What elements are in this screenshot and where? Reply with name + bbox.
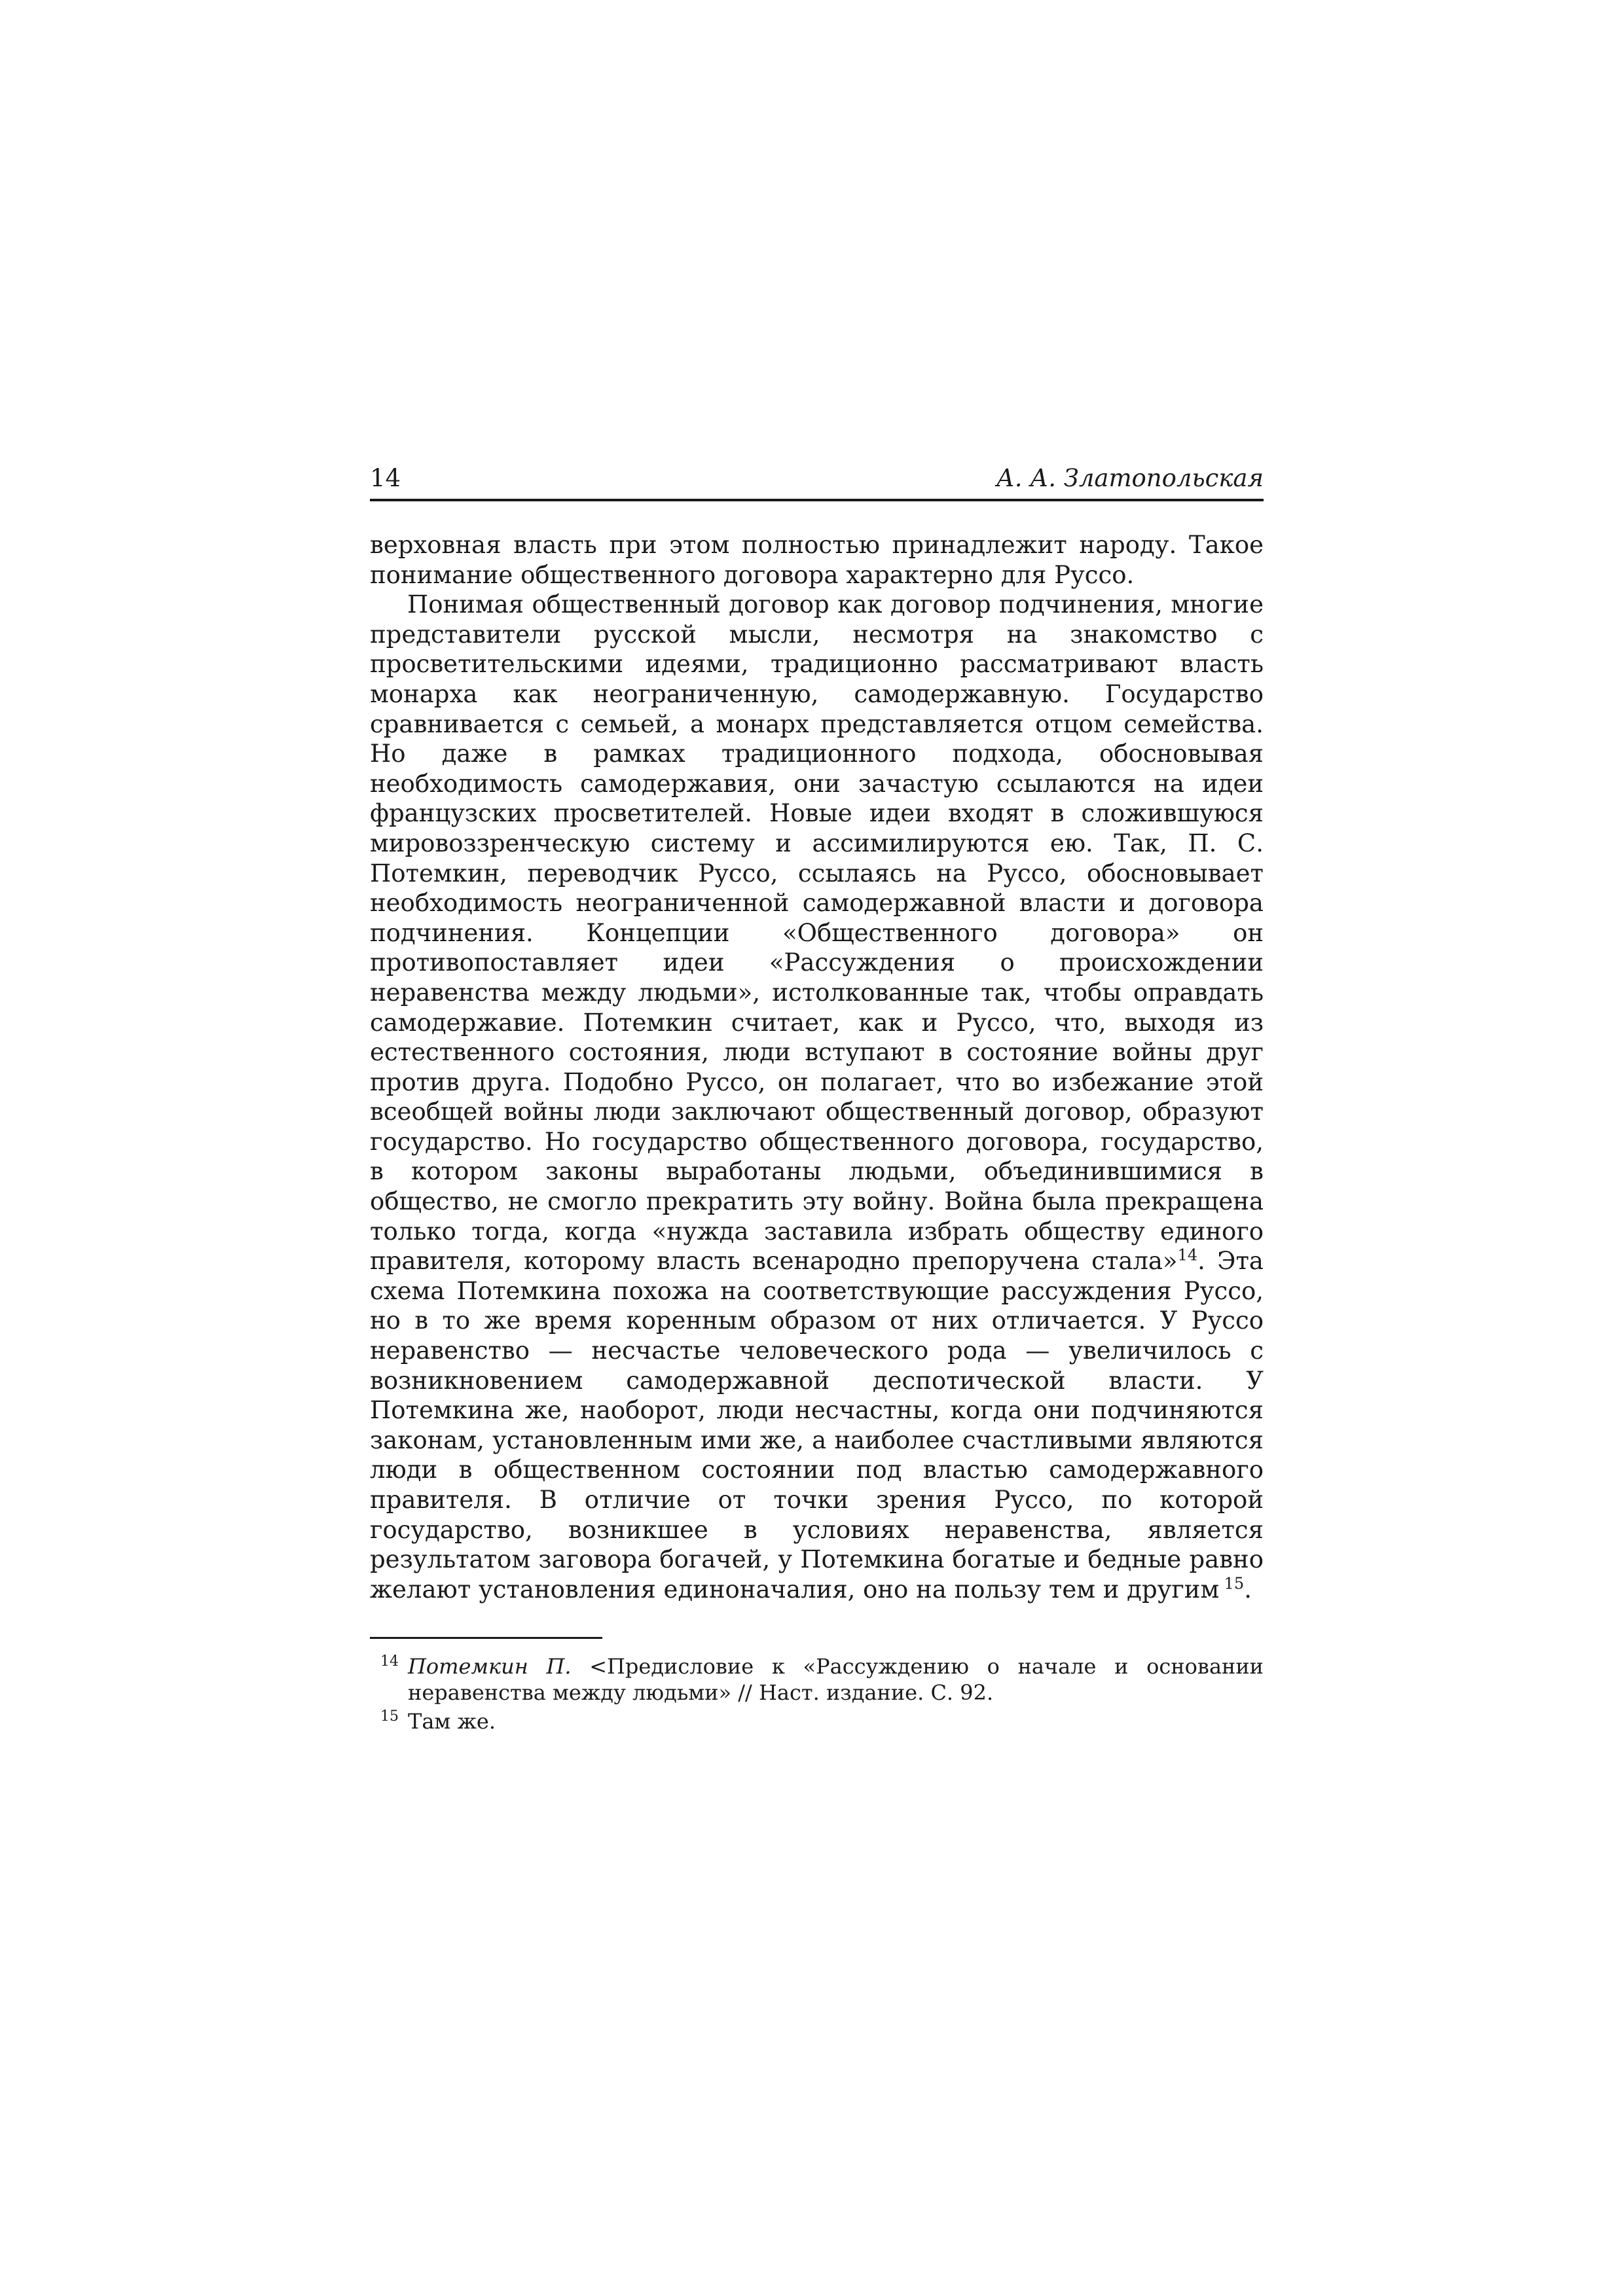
footnotes [370, 1653, 1264, 1734]
footnote-number: 14 [380, 1653, 399, 1670]
footnote-14 [370, 1653, 1264, 1706]
page-number: 14 [370, 464, 401, 492]
footnote-separator [370, 1637, 602, 1639]
paragraph-1: верховная власть при этом полностью принадлежит народу. Такое понимание общественного договора характерно для Руссо. [370, 531, 1264, 589]
paragraph-2-text-a: Понимая общественный договор как договор подчинения, многие представители русской мысли, несмотря на знакомство с просветительскими идеями, традиционно рассматривают власть монарха как неограниченную, самодержавную. Государство сравнивается с семьей, а монарх представляется отцом семейства. Но даже в рамках традиционного подхода, обосновывая необходимость самодержавия, они зачастую ссылаются на идеи французских просветителей. Новые идеи входят в сложившуюся мировоззренческую систему и ассимилируются ею. Так, П. С. Потемкин, переводчик Руссо, ссылаясь на Руссо, обосновывает необходимость неограниченной самодержавной власти и договора подчинения. Концепции «Общественного договора» он противопоставляет идеи «Рассуждения о происхождении неравенства между людьми», истолкованные так, чтобы оправдать самодержавие. Потемкин считает, как и Руссо, что, выходя из естественного состояния, люди вступают в состояние войны друг против друга. Подобно Руссо, он полагает, что во избежание этой всеобщей войны люди заключают общественный договор, образуют государство. Но государство общественного договора, государство, в котором законы выработаны людьми, объединившимися в общество, не смогло прекратить эту войну. Война была прекращена только тогда, когда «нужда заставила избрать обществу единого правителя, которому власть всенародно препоручена стала» [370, 590, 1264, 1276]
footnote-body: <Предисловие к «Рассуждению о начале и основании неравенства между людьми» // Наст. издание. С. 92. [408, 1654, 1264, 1706]
paragraph-2-end: . [1244, 1575, 1252, 1604]
footnote-ref-15[interactable]: 15 [1224, 1574, 1245, 1593]
footnote-ref-14[interactable]: 14 [1177, 1246, 1198, 1265]
paragraph-2 [370, 590, 1264, 1604]
paragraph-2-text-b: . Эта схема Потемкина похожа на соответствующие рассуждения Руссо, но в то же время коренным образом от них отличается. У Руссо неравенство — несчастье человеческого рода — увеличилось с возникновением самодержавной деспотической власти. У Потемкина же, наоборот, люди несчастны, когда они подчиняются законам, установленным ими же, а наиболее счастливыми являются люди в общественном состоянии под властью самодержавного правителя. В отличие от точки зрения Руссо, по которой государство, возникшее в условиях неравенства, является результатом заговора богачей, у Потемкина богатые и бедные равно желают установления единоначалия, оно на пользу тем и другим [370, 1247, 1264, 1604]
footnote-number: 15 [380, 1708, 399, 1725]
footnote-15 [370, 1708, 1264, 1734]
document-page [370, 458, 1264, 1737]
footnote-text [408, 1653, 1264, 1706]
running-header [370, 458, 1264, 501]
footnote-text: Там же. [408, 1709, 496, 1734]
running-header-author: А. А. Златопольская [996, 464, 1264, 492]
footnote-author: Потемкин П. [408, 1654, 572, 1679]
main-text [370, 530, 1264, 1604]
